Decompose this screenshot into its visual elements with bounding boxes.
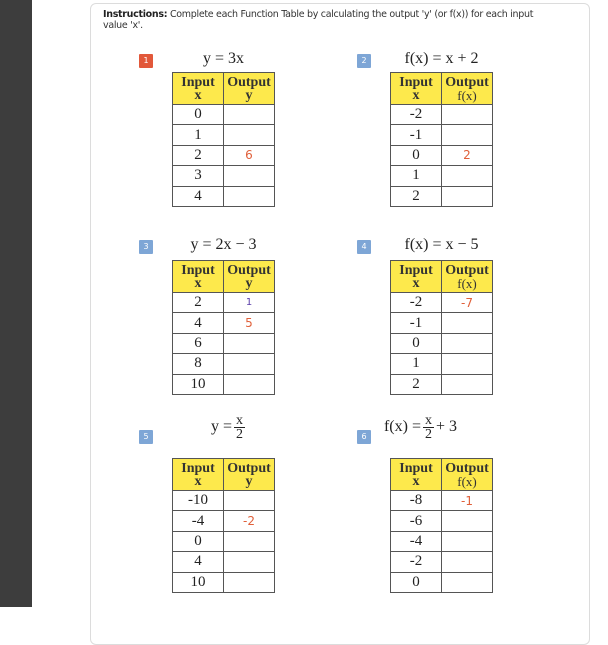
problem-number-badge: 3: [139, 240, 153, 254]
output-cell[interactable]: 5: [224, 313, 275, 333]
instructions: [103, 9, 553, 31]
function-table: [172, 72, 275, 207]
input-header-label: Input: [399, 262, 433, 278]
table-row: [173, 313, 275, 333]
input-header-label: Input: [181, 262, 215, 278]
input-cell: -1: [391, 313, 442, 333]
function-table: [172, 260, 275, 395]
table-row: [391, 166, 493, 186]
table-header-row: [391, 459, 493, 491]
input-header-label: Input: [399, 74, 433, 90]
output-header-label: Output: [445, 262, 489, 278]
input-cell: -2: [391, 552, 442, 572]
output-header: [442, 73, 493, 105]
output-header-label: Output: [227, 74, 271, 90]
input-variable: x: [412, 473, 420, 489]
input-cell: 0: [391, 145, 442, 165]
output-cell[interactable]: [224, 491, 275, 511]
output-cell[interactable]: [442, 511, 493, 531]
output-cell[interactable]: [442, 354, 493, 374]
output-cell[interactable]: -7: [442, 293, 493, 313]
input-header: [173, 459, 224, 491]
instructions-label: Instructions:: [103, 9, 168, 20]
output-cell[interactable]: [224, 572, 275, 592]
output-variable: f(x): [457, 473, 477, 489]
output-header: [224, 459, 275, 491]
input-cell: 0: [173, 105, 224, 125]
output-cell[interactable]: 6: [224, 145, 275, 165]
output-variable: y: [245, 87, 253, 103]
output-cell[interactable]: 2: [442, 145, 493, 165]
formula-lhs: f(x) =: [383, 418, 421, 436]
table-row: [173, 293, 275, 313]
output-variable: f(x): [457, 87, 477, 103]
fraction-numerator: x: [236, 413, 244, 428]
formula-text: f(x) = x − 5: [404, 236, 479, 253]
function-table: [390, 260, 493, 395]
input-cell: -4: [173, 511, 224, 531]
input-cell: 10: [173, 374, 224, 394]
formula-text: y = 3x: [202, 50, 245, 67]
input-header: [391, 459, 442, 491]
table-row: [391, 145, 493, 165]
input-cell: 2: [391, 186, 442, 206]
input-header: [173, 73, 224, 105]
input-variable: x: [194, 87, 202, 103]
input-cell: 6: [173, 333, 224, 353]
table-row: [391, 125, 493, 145]
table-row: [391, 552, 493, 572]
input-cell: 1: [173, 125, 224, 145]
formula-text: y = 2x − 3: [190, 236, 257, 253]
input-cell: 4: [173, 186, 224, 206]
function-formula: [390, 50, 493, 68]
input-cell: -2: [391, 105, 442, 125]
input-cell: -4: [391, 531, 442, 551]
input-cell: 3: [173, 166, 224, 186]
table-row: [391, 293, 493, 313]
table-row: [173, 354, 275, 374]
table-row: [173, 166, 275, 186]
input-header-label: Input: [181, 74, 215, 90]
input-cell: -2: [391, 293, 442, 313]
table-header-row: [391, 261, 493, 293]
table-row: [173, 491, 275, 511]
formula-rhs: + 3: [435, 418, 457, 436]
input-cell: -6: [391, 511, 442, 531]
function-table-problem-5: [139, 413, 339, 620]
function-formula: [172, 50, 275, 68]
input-header: [391, 261, 442, 293]
table-header-row: [173, 261, 275, 293]
output-cell[interactable]: [442, 313, 493, 333]
input-cell: 2: [173, 293, 224, 313]
function-table-problem-4: [357, 234, 557, 434]
input-cell: -8: [391, 491, 442, 511]
table-row: [391, 572, 493, 592]
output-cell[interactable]: -1: [442, 491, 493, 511]
output-cell[interactable]: [224, 354, 275, 374]
table-row: [391, 333, 493, 353]
output-header-label: Output: [227, 262, 271, 278]
output-cell[interactable]: 1: [224, 293, 275, 313]
table-header-row: [173, 73, 275, 105]
table-row: [391, 511, 493, 531]
output-cell[interactable]: [224, 186, 275, 206]
input-cell: 4: [173, 552, 224, 572]
fraction-denominator: 2: [424, 427, 432, 442]
fraction: [234, 414, 245, 441]
fraction: [423, 414, 434, 441]
problem-number-badge: 5: [139, 430, 153, 444]
output-variable: f(x): [457, 275, 477, 291]
output-cell[interactable]: [224, 105, 275, 125]
input-variable: x: [194, 275, 202, 291]
input-cell: 1: [391, 166, 442, 186]
table-row: [173, 531, 275, 551]
problem-number-badge: 4: [357, 240, 371, 254]
table-row: [391, 105, 493, 125]
output-header: [442, 261, 493, 293]
input-cell: 1: [391, 354, 442, 374]
output-cell[interactable]: [224, 333, 275, 353]
input-cell: 0: [391, 333, 442, 353]
table-row: [391, 186, 493, 206]
formula-text: f(x) = x + 2: [404, 50, 479, 67]
output-header: [224, 73, 275, 105]
input-cell: 0: [391, 572, 442, 592]
problem-number-badge: 6: [357, 430, 371, 444]
table-row: [391, 374, 493, 394]
table-row: [173, 374, 275, 394]
output-variable: y: [245, 275, 253, 291]
function-table-problem-2: [357, 48, 557, 248]
table-row: [173, 552, 275, 572]
output-cell[interactable]: [442, 374, 493, 394]
output-cell[interactable]: [442, 333, 493, 353]
input-cell: 8: [173, 354, 224, 374]
input-cell: 10: [173, 572, 224, 592]
output-cell[interactable]: [442, 531, 493, 551]
function-formula: [172, 236, 275, 254]
table-row: [391, 313, 493, 333]
output-header: [442, 459, 493, 491]
output-header-label: Output: [445, 460, 489, 476]
output-cell[interactable]: [224, 531, 275, 551]
fraction-numerator: x: [424, 413, 432, 428]
function-formula: [390, 236, 493, 254]
input-header: [391, 73, 442, 105]
output-header: [224, 261, 275, 293]
problem-number-badge: 2: [357, 54, 371, 68]
problem-number-badge: 1: [139, 54, 153, 68]
function-table: [390, 72, 493, 207]
output-cell[interactable]: [442, 186, 493, 206]
output-variable: y: [245, 473, 253, 489]
output-header-label: Output: [445, 74, 489, 90]
input-cell: -1: [391, 125, 442, 145]
instructions-text: Complete each Function Table by calculating the output 'y' (or f(x)) for each input value 'x'.: [103, 9, 534, 31]
output-cell[interactable]: [442, 552, 493, 572]
output-cell[interactable]: [224, 166, 275, 186]
input-variable: x: [412, 275, 420, 291]
output-cell[interactable]: [224, 125, 275, 145]
function-table: [390, 458, 493, 593]
input-header-label: Input: [399, 460, 433, 476]
output-cell[interactable]: [442, 166, 493, 186]
table-row: [173, 125, 275, 145]
input-variable: x: [194, 473, 202, 489]
table-row: [391, 531, 493, 551]
output-cell[interactable]: [224, 374, 275, 394]
input-cell: 4: [173, 313, 224, 333]
function-table-problem-1: [139, 48, 339, 248]
function-table-problem-6: [357, 413, 557, 620]
input-variable: x: [412, 87, 420, 103]
output-cell[interactable]: [224, 552, 275, 572]
table-row: [173, 511, 275, 531]
input-cell: 2: [391, 374, 442, 394]
input-cell: 0: [173, 531, 224, 551]
function-table-problem-3: [139, 234, 339, 434]
formula-lhs: y =: [210, 418, 233, 436]
output-cell[interactable]: [442, 125, 493, 145]
left-sidebar: [0, 0, 32, 607]
table-header-row: [173, 459, 275, 491]
table-row: [173, 572, 275, 592]
function-formula: [159, 414, 299, 441]
function-formula: [317, 414, 457, 441]
function-table: [172, 458, 275, 593]
table-row: [173, 105, 275, 125]
table-row: [391, 491, 493, 511]
output-cell[interactable]: [442, 105, 493, 125]
input-header: [173, 261, 224, 293]
output-cell[interactable]: -2: [224, 511, 275, 531]
table-row: [173, 145, 275, 165]
output-header-label: Output: [227, 460, 271, 476]
output-cell[interactable]: [442, 572, 493, 592]
table-row: [173, 333, 275, 353]
table-row: [391, 354, 493, 374]
table-row: [173, 186, 275, 206]
input-header-label: Input: [181, 460, 215, 476]
input-cell: -10: [173, 491, 224, 511]
input-cell: 2: [173, 145, 224, 165]
fraction-denominator: 2: [236, 427, 244, 442]
table-header-row: [391, 73, 493, 105]
